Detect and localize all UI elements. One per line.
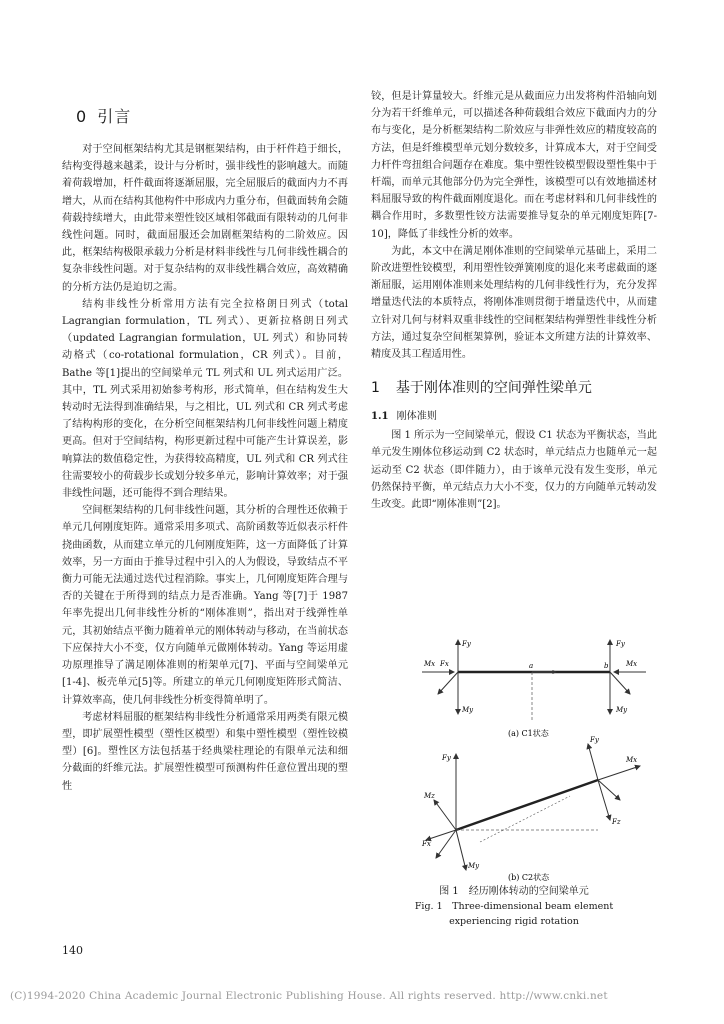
left-column: [62, 80, 348, 795]
caption-english-line-2: experiencing rigid rotation: [449, 916, 579, 927]
beam-diagram: [420, 632, 648, 882]
beam-c2: [456, 780, 598, 830]
intro-paragraph-4: 考虑材料屈服的框架结构非线性分析通常采用两类有限元模型，即扩展塑性模型（塑性区模型）和集中塑性模型（塑性铰模型）[6]。塑性区方法包括基于经典梁柱理论的有限单元法和细分截面的纤维元法。扩展塑性模型可预测构件任意位置出现的塑性: [62, 711, 348, 792]
caption-english-line-1: Fig. 1 Three-dimensional beam element: [414, 901, 614, 912]
label-fy-b-r: Fy: [590, 736, 599, 744]
page-number: 140: [62, 944, 83, 957]
label-mx-a: Mx: [424, 660, 436, 668]
rigid-criterion-paragraph: 图 1 所示为一空间梁单元，假设 C1 状态为平衡状态，当此单元发生刚体位移运动到 C2 状态时，单元结点力也随单元一起运动至 C2 状态（即伴随力），由于该单元没有发生变形，单元仍然保持平衡，单元结点力大小不变，仅力的方向随单元转动发生改变。此即“刚体准则”[2]。: [371, 430, 657, 511]
caption-chinese: 图 1 经历刚体转动的空间梁单元: [439, 886, 589, 897]
diagram-a-c1-state: [422, 640, 646, 738]
right-column: [371, 88, 657, 513]
subsection-heading-1-1: 1.1 刚体准则: [371, 411, 437, 423]
diagram-b-c2-state: [421, 736, 640, 882]
label-my-a: My: [462, 706, 474, 714]
label-b: b: [604, 662, 609, 670]
label-fx-b: Fx: [422, 840, 431, 848]
figure-caption: [371, 884, 657, 929]
intro-paragraph-2: 结构非线性分析常用方法有完全拉格朗日列式（total Lagrangian formulation，TL 列式）、更新拉格朗日列式（updated Lagrangian formulation，UL 列式）和协同转动格式（co-rotational formulation，CR 列式）。目前，Bathe 等[1]提出的空间梁单元 TL 列式和 UL 列式运用广泛。其中，TL 列式采用初始参考构形，形式简单，但在结构发生大转动时无法得到准确结果，与之相比，UL 列式和 CR 列式考虑了结构构形的变化，在分析空间框架结构几何非线性问题上精度更高。但对于空间结构，构形更新过程中可能产生计算误差，影响算法的数值稳定性，为获得较高精度，UL 列式和 CR 列式往往需要较小的荷载步长或划分较多单元，影响计算效率；对于强非线性问题，还可能得不到合理结果。: [62, 298, 348, 500]
subfigure-b-label: (b) C2状态: [508, 873, 550, 882]
label-fy-a-r: Fy: [616, 640, 625, 648]
label-my-a-r: My: [616, 706, 628, 714]
label-fz-b-r: Fz: [612, 818, 621, 826]
subfigure-a-label: (a) C1状态: [508, 729, 549, 738]
intro-paragraph-3: 空间框架结构的几何非线性问题，其分析的合理性还依赖于单元几何刚度矩阵。通常采用多项式、高阶函数等近似表示杆件挠曲函数，从而建立单元的几何刚度矩阵，这一方面降低了计算效率，另一方面由于推导过程中引入的人为假设，导致结点不平衡力可能无法通过迭代过程消除。事实上，几何刚度矩阵合理与否的关键在于所得到的结点力是否准确。Yang 等[7]于 1987 年率先提出几何非线性分析的“刚体准则”，指出对于线弹性单元，其初始结点平衡力随着单元的刚体转动与移动，在当前状态下应保持大小不变，仅方向随单元做刚体转动。Yang 等运用虚功原理推导了满足刚体准则的桁架单元[7]、平面与空间梁单元[1-4]、板壳单元[5]等。所建立的单元几何刚度矩阵形式简洁、计算效率高，使几何非线性分析变得简单明了。: [62, 505, 348, 706]
label-mz-b: Mz: [424, 792, 435, 800]
label-fy-a: Fy: [462, 640, 471, 648]
label-a: a: [529, 662, 534, 670]
label-fx-a: Fx: [440, 660, 449, 668]
section-heading-0: 0 引言: [76, 107, 132, 126]
label-fy-b: Fy: [442, 754, 451, 762]
intro-paragraph-5: 为此，本文中在满足刚体准则的空间梁单元基础上，采用二阶改进塑性铰模型，利用塑性铰弹簧刚度的退化来考虑截面的逐渐屈服，运用刚体准则来处理结构的几何非线性行为，充分发挥增量迭代法的本质特点，将刚体准则贯彻于增量迭代中，从而建立针对几何与材料双重非线性的空间框架结构弹塑性非线性分析方法，通过复杂空间框架算例，验证本文所建方法的计算效率、精度及其工程适用性。: [371, 245, 657, 361]
label-my-b: My: [468, 862, 480, 870]
label-mx-a-r: Mx: [626, 660, 638, 668]
section-heading-1: 1 基于刚体准则的空间弹性梁单元: [371, 380, 592, 397]
intro-paragraph-1: 对于空间框架结构尤其是钢框架结构，由于杆件趋于细长，结构变得越来越柔，设计与分析时，强非线性的影响越大。而随着荷载增加，杆件截面将逐渐屈服，完全屈服后的截面内力不再增大，从而在结构其他构件中形成内力重分布，但截面转角会随荷载持续增大，由此带来塑性铰区域相邻截面有限转动的几何非线性问题。同时，截面屈服还会加剧框架结构的二阶效应。因此，框架结构极限承载力分析是材料非线性与几何非线性耦合的复杂非线性问题。对于复杂结构的双非线性耦合效应，高效精确的分析方法仍是迫切之需。: [62, 144, 348, 293]
copyright-footer: (C)1994-2020 China Academic Journal Electronic Publishing House. All rights reserved. http://www.cnki.net: [10, 990, 608, 1002]
label-mx-b-r: Mx: [626, 756, 638, 764]
figure-1: [420, 632, 648, 882]
intro-paragraph-4-continued: 铰，但是计算量较大。纤维元是从截面应力出发将构件沿轴向划分为若干纤维单元，可以描述各种荷载组合效应下截面内力的分布与变化，是分析框架结构二阶效应与非弹性效应的精度较高的方法，但是纤维模型单元划分数较多，计算成本大，对于空间受力杆件弯扭组合问题存在难度。集中塑性铰模型假设塑性集中于杆端，而单元其他部分仍为完全弹性，该模型可以有效地描述材料屈服导致的构件截面刚度退化。而在考虑材料和几何非线性的耦合作用时，多数塑性铰方法需要推导复杂的单元刚度矩阵[7-10]，降低了非线性分析的效率。: [371, 91, 657, 240]
